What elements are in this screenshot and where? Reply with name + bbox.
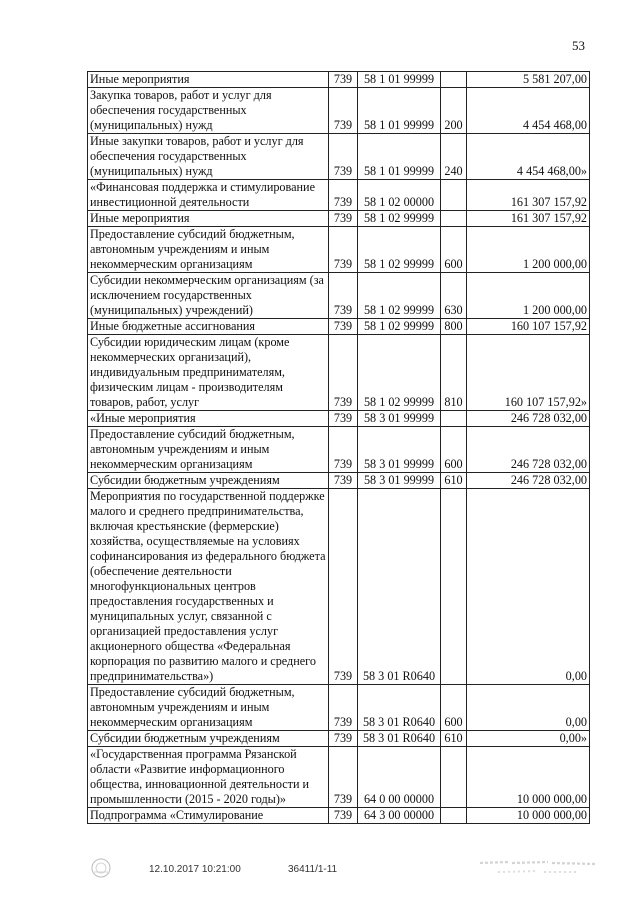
cell-name: «Иные мероприятия bbox=[88, 411, 329, 427]
cell-vr: 600 bbox=[441, 427, 467, 473]
cell-name: Мероприятия по государственной поддержке малого и среднего предпринимательства, включая крестьянские (фермерские) хозяйства, осуществляемые на условиях софинансирования из федерального бюджета (обеспечение деятельности многофункциональных центров предоставления государственных и муниципальных услуг, связанной с организацией предоставления услуг акционерного общества «Федеральная корпорация по развитию малого и среднего предпринимательства») bbox=[88, 489, 329, 685]
cell-csr: 58 1 01 99999 bbox=[358, 88, 441, 134]
cell-adm: 739 bbox=[329, 808, 358, 824]
cell-csr: 58 3 01 R0640 bbox=[358, 685, 441, 731]
table-row bbox=[88, 427, 590, 473]
cell-vr bbox=[441, 808, 467, 824]
cell-sum: 4 454 468,00 bbox=[467, 88, 590, 134]
cell-sum: 5 581 207,00 bbox=[467, 72, 590, 88]
cell-csr: 64 0 00 00000 bbox=[358, 747, 441, 808]
table-row bbox=[88, 227, 590, 273]
cell-csr: 58 3 01 R0640 bbox=[358, 731, 441, 747]
cell-adm: 739 bbox=[329, 489, 358, 685]
cell-name: «Финансовая поддержка и стимулирование инвестиционной деятельности bbox=[88, 180, 329, 211]
cell-name: Предоставление субсидий бюджетным, автономным учреждениям и иным некоммерческим организациям bbox=[88, 227, 329, 273]
cell-csr: 58 3 01 R0640 bbox=[358, 489, 441, 685]
cell-csr: 58 3 01 99999 bbox=[358, 427, 441, 473]
cell-adm: 739 bbox=[329, 88, 358, 134]
cell-adm: 739 bbox=[329, 335, 358, 411]
cell-csr: 58 1 01 99999 bbox=[358, 72, 441, 88]
cell-sum: 10 000 000,00 bbox=[467, 747, 590, 808]
table-row bbox=[88, 747, 590, 808]
cell-vr: 600 bbox=[441, 685, 467, 731]
faint-stamp-icon bbox=[478, 856, 598, 878]
cell-vr: 610 bbox=[441, 731, 467, 747]
cell-name: Предоставление субсидий бюджетным, автономным учреждениям и иным некоммерческим организациям bbox=[88, 685, 329, 731]
cell-sum: 0,00 bbox=[467, 685, 590, 731]
cell-sum: 161 307 157,92 bbox=[467, 211, 590, 227]
cell-vr bbox=[441, 411, 467, 427]
cell-csr: 58 1 02 99999 bbox=[358, 273, 441, 319]
cell-sum: 4 454 468,00» bbox=[467, 134, 590, 180]
cell-csr: 58 1 02 00000 bbox=[358, 180, 441, 211]
table-row bbox=[88, 685, 590, 731]
table-row bbox=[88, 473, 590, 489]
cell-sum: 1 200 000,00 bbox=[467, 273, 590, 319]
table-row bbox=[88, 134, 590, 180]
cell-adm: 739 bbox=[329, 273, 358, 319]
cell-vr: 600 bbox=[441, 227, 467, 273]
cell-name: Подпрограмма «Стимулирование bbox=[88, 808, 329, 824]
cell-adm: 739 bbox=[329, 747, 358, 808]
cell-name: Субсидии юридическим лицам (кроме некоммерческих организаций), индивидуальным предпринимателям, физическим лицам - производителям товаров, работ, услуг bbox=[88, 335, 329, 411]
cell-name: Иные мероприятия bbox=[88, 211, 329, 227]
cell-csr: 64 3 00 00000 bbox=[358, 808, 441, 824]
cell-name: Субсидии бюджетным учреждениям bbox=[88, 731, 329, 747]
cell-adm: 739 bbox=[329, 427, 358, 473]
cell-csr: 58 1 02 99999 bbox=[358, 211, 441, 227]
cell-adm: 739 bbox=[329, 72, 358, 88]
cell-csr: 58 1 02 99999 bbox=[358, 335, 441, 411]
cell-adm: 739 bbox=[329, 227, 358, 273]
cell-name: «Государственная программа Рязанской области «Развитие информационного общества, инновационной деятельности и промышленности (2015 - 2020 годы)» bbox=[88, 747, 329, 808]
cell-sum: 10 000 000,00 bbox=[467, 808, 590, 824]
table-row bbox=[88, 211, 590, 227]
cell-csr: 58 3 01 99999 bbox=[358, 473, 441, 489]
budget-table bbox=[87, 71, 590, 824]
cell-vr: 610 bbox=[441, 473, 467, 489]
table-row bbox=[88, 72, 590, 88]
cell-name: Иные закупки товаров, работ и услуг для обеспечения государственных (муниципальных) нужд bbox=[88, 134, 329, 180]
table-row bbox=[88, 411, 590, 427]
cell-sum: 246 728 032,00 bbox=[467, 411, 590, 427]
cell-vr bbox=[441, 211, 467, 227]
cell-sum: 161 307 157,92 bbox=[467, 180, 590, 211]
page-number: 53 bbox=[572, 38, 585, 53]
cell-csr: 58 1 02 99999 bbox=[358, 227, 441, 273]
cell-name: Иные бюджетные ассигнования bbox=[88, 319, 329, 335]
cell-adm: 739 bbox=[329, 211, 358, 227]
cell-name: Иные мероприятия bbox=[88, 72, 329, 88]
table-row bbox=[88, 88, 590, 134]
budget-table-body bbox=[88, 72, 590, 824]
cell-sum: 160 107 157,92 bbox=[467, 319, 590, 335]
cell-sum: 246 728 032,00 bbox=[467, 473, 590, 489]
cell-sum: 0,00 bbox=[467, 489, 590, 685]
cell-csr: 58 3 01 99999 bbox=[358, 411, 441, 427]
cell-vr: 240 bbox=[441, 134, 467, 180]
cell-sum: 0,00» bbox=[467, 731, 590, 747]
cell-csr: 58 1 01 99999 bbox=[358, 134, 441, 180]
cell-sum: 246 728 032,00 bbox=[467, 427, 590, 473]
cell-sum: 1 200 000,00 bbox=[467, 227, 590, 273]
cell-vr bbox=[441, 747, 467, 808]
cell-name: Закупка товаров, работ и услуг для обеспечения государственных (муниципальных) нужд bbox=[88, 88, 329, 134]
cell-vr: 630 bbox=[441, 273, 467, 319]
cell-name: Субсидии некоммерческим организациям (за исключением государственных (муниципальных) учреждений) bbox=[88, 273, 329, 319]
cell-adm: 739 bbox=[329, 473, 358, 489]
table-row bbox=[88, 180, 590, 211]
cell-vr bbox=[441, 489, 467, 685]
cell-vr bbox=[441, 72, 467, 88]
cell-name: Предоставление субсидий бюджетным, автономным учреждениям и иным некоммерческим организациям bbox=[88, 427, 329, 473]
table-row bbox=[88, 319, 590, 335]
table-row bbox=[88, 731, 590, 747]
cell-vr: 800 bbox=[441, 319, 467, 335]
cell-adm: 739 bbox=[329, 319, 358, 335]
cell-vr bbox=[441, 180, 467, 211]
cell-csr: 58 1 02 99999 bbox=[358, 319, 441, 335]
cell-adm: 739 bbox=[329, 411, 358, 427]
table-row bbox=[88, 489, 590, 685]
table-row bbox=[88, 273, 590, 319]
footer-doc-id: 36411/1-11 bbox=[288, 864, 338, 875]
cell-vr: 200 bbox=[441, 88, 467, 134]
cell-vr: 810 bbox=[441, 335, 467, 411]
table-row bbox=[88, 808, 590, 824]
seal-icon bbox=[90, 857, 112, 879]
table-row bbox=[88, 335, 590, 411]
cell-adm: 739 bbox=[329, 180, 358, 211]
cell-adm: 739 bbox=[329, 134, 358, 180]
cell-sum: 160 107 157,92» bbox=[467, 335, 590, 411]
cell-name: Субсидии бюджетным учреждениям bbox=[88, 473, 329, 489]
cell-adm: 739 bbox=[329, 685, 358, 731]
footer-datetime: 12.10.2017 10:21:00 bbox=[149, 864, 241, 875]
cell-adm: 739 bbox=[329, 731, 358, 747]
